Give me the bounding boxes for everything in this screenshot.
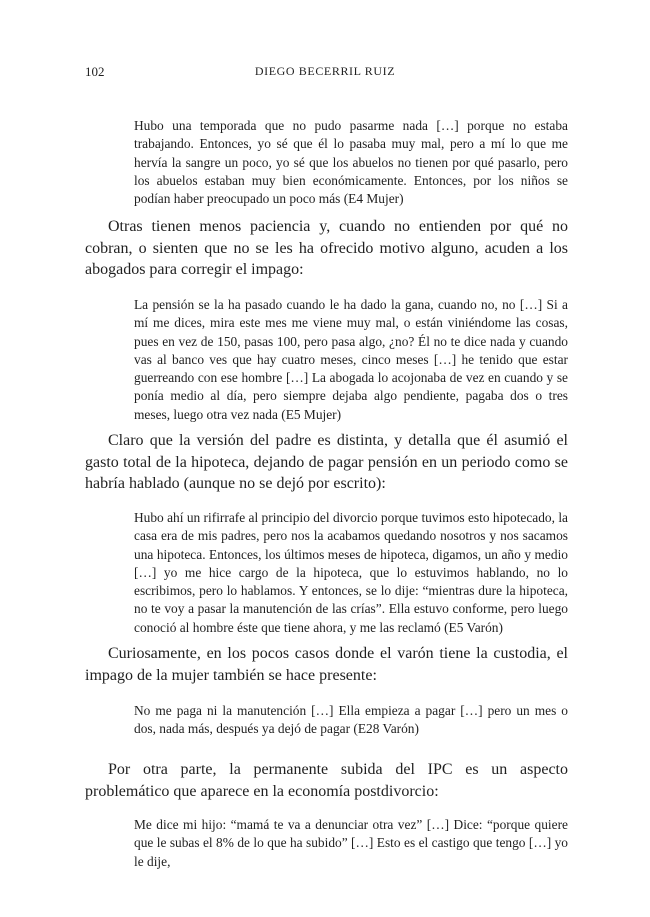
block-quote: Hubo ahí un rifirrafe al principio del divorcio porque tuvimos esto hipotecado, la casa era de mis padres, pero nos la acabamos quedando nosotros y nos sacamos una hipoteca. Entonces, los últimos meses de hipoteca, digamos, un año y medio […] yo me hice cargo de la hipoteca, que lo estuvimos hablando, no lo escribimos, pero lo hablamos. Y entonces, se lo dije: “mientras dure la hipoteca, no te voy a pasar la manutención de las crías”. Ella estuvo conforme, pero luego conoció al hombre éste que tiene ahora, y me las reclamó (E5 Varón) [134, 510, 568, 635]
block-quote: La pensión se la ha pasado cuando le ha dado la gana, cuando no, no […] Si a mí me dices, mira este mes me viene muy mal, o están viniéndome las cosas, pues en vez de 150, pasas 100, pero pasa algo, ¿no? Él no te dice nada y cuando vas al banco ves que hay cuatro meses, cinco meses […] he tenido que estar guerreando con ese hombre […] La abogada lo acojonaba de vez en cuando y se ponía medio al día, pero siempre dejaba algo pendiente, pagaba dos o tres meses, luego otra vez nada (E5 Mujer) [134, 297, 568, 422]
body-paragraph: Curiosamente, en los pocos casos donde el varón tiene la custodia, el impago de la mujer también se hace presente: [85, 645, 568, 684]
page-header [0, 64, 650, 84]
block-quote: Me dice mi hijo: “mamá te va a denunciar otra vez” […] Dice: “porque quiere que le subas el 8% de lo que ha subido” […] Esto es el castigo que tengo […] yo le dije, [134, 817, 568, 869]
body-paragraph: Claro que la versión del padre es distinta, y detalla que él asumió el gasto total de la hipoteca, dejando de pagar pensión en un periodo como se habría hablado (aunque no se dejó por escrito): [85, 432, 568, 492]
block-quote: Hubo una temporada que no pudo pasarme nada […] porque no estaba trabajando. Entonces, yo sé que él lo pasaba muy mal, pero a mí lo que me hervía la sangre un poco, yo sé que los abuelos no tienen por qué pasarlo, pero los abuelos estaban muy bien económicamente. Entonces, por los niños se podían haber preocupado un poco más (E4 Mujer) [134, 118, 568, 207]
running-head: DIEGO BECERRIL RUIZ [254, 64, 396, 78]
page-number: 102 [85, 64, 105, 79]
block-quote: No me paga ni la manutención […] Ella empieza a pagar […] pero un mes o dos, nada más, después ya dejó de pagar (E28 Varón) [134, 703, 568, 737]
body-paragraph: Por otra parte, la permanente subida del IPC es un aspecto problemático que aparece en la economía postdivorcio: [85, 761, 568, 800]
body-paragraph: Otras tienen menos paciencia y, cuando no entienden por qué no cobran, o sienten que no se les ha ofrecido motivo alguno, acuden a los abogados para corregir el impago: [85, 218, 568, 278]
